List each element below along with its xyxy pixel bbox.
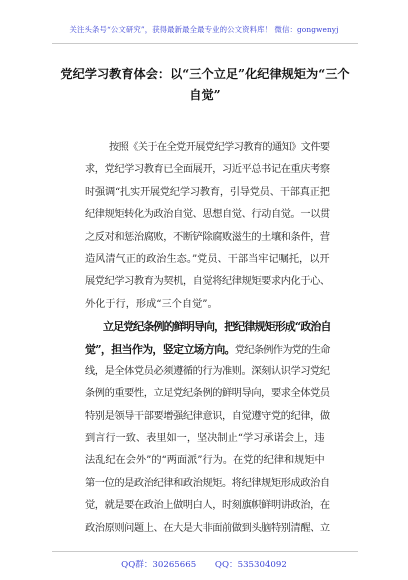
header-divider	[52, 43, 358, 44]
section-heading-line: 立足党纪条例的鲜明导向，把纪律规矩形成“政治自	[103, 320, 331, 334]
footer-divider	[52, 551, 358, 552]
footer-qq: QQ：535304092	[214, 560, 287, 570]
paragraph-line: 到言行一致、表里如一，坚决制止“学习承诺会上，违	[85, 433, 325, 445]
title-line-2: 自觉”	[189, 88, 221, 102]
paragraph-line: 之反对和惩治腐败，不断铲除腐败滋生的土壤和条件，营	[85, 231, 330, 243]
paragraph-line: 第一位的是政治纪律和政治规矩。将纪律规矩形成政治自	[85, 477, 330, 489]
footer	[0, 558, 408, 570]
paragraph-text: 党纪条例作为党的生命	[234, 344, 330, 356]
paragraph-line: 法乱纪在会外”的“两面派”行为。在党的纪律和规矩中	[85, 455, 325, 467]
paragraph-line: 政治原则问题上、在大是大非面前做到头脑特别清醒、立	[85, 522, 330, 534]
paragraph-line: 外化于行，形成“三个自觉”。	[85, 298, 218, 310]
section-heading-text: 觉”，担当作为，	[85, 342, 163, 356]
paragraph-line: 线，是全体党员必须遵循的行为准则。深刻认识学习党纪	[85, 365, 330, 377]
paragraph-line: 造风清气正的政治生态。”党员、干部当牢记嘱托，以开	[85, 253, 330, 265]
document-body	[85, 137, 331, 540]
paragraph-line: 时强调“扎实开展党纪学习教育，引导党员、干部真正把	[85, 186, 330, 198]
paragraph-line: 特别是领导干部要增强纪律意识，自觉遵守党的纪律，做	[85, 410, 330, 422]
paragraph-line: 展党纪学习教育为契机，自觉将纪律规矩要求内化于心、	[85, 276, 330, 288]
paragraph-line: 觉，就是要在政治上做明白人，时刻旗帜鲜明讲政治，在	[85, 500, 330, 512]
paragraph-line: 求，党纪学习教育已全面展开，习近平总书记在重庆考察	[85, 164, 330, 176]
section-heading-text: 竖定立场方向。	[162, 342, 235, 356]
title-line-1: 党纪学习教育体会：以“三个立足”化纪律规矩为“三个	[60, 67, 350, 81]
paragraph-line: 按照《关于在全党开展党纪学习教育的通知》文件要	[109, 142, 330, 153]
footer-qq-group: QQ群：30265665	[121, 560, 197, 570]
paragraph-line	[85, 339, 331, 361]
header-banner: 关注头条号“公文研究”，获得最新最全最专业的公文资料库！ 微信：gongwenyj	[69, 25, 339, 34]
paragraph-line: 纪律规矩转化为政治自觉、思想自觉、行动自觉。一以贯	[85, 209, 330, 221]
paragraph-line: 条例的重要性，立足党纪条例的鲜明导向，要求全体党员	[85, 388, 330, 400]
document-title	[60, 64, 350, 106]
